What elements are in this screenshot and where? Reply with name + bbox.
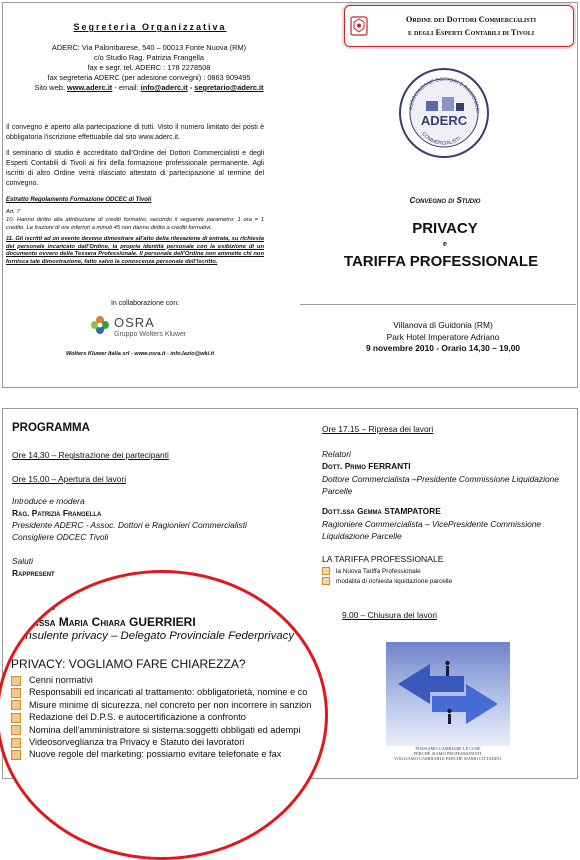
poster-caption-2: PERCHÉ SIAMO PROFESSIONISTI. [413,751,483,756]
relatori-label: Relatori [322,449,351,459]
moderator-role-1: Presidente ADERC - Assoc. Dottori e Ragionieri Commercialisti [12,520,247,530]
address-line-1: ADERC: Via Palombarese, 540 – 00013 Fonte Nuova (RM) [51,43,247,52]
osra-subtitle: Gruppo Wolters Kluwer [114,331,187,338]
info-paragraph-2: Il seminario di studio è accreditato dall'Ordine dei Dottori Commercialisti e degli Esperti Contabili di Tivoli ai fini della formazione professionale permanente. Agli iscritti di altro Ordine verrà rilasciato attestato di partecipazione al termine del convegno. [6,150,264,187]
list-item: Misure minime di sicurezza, nel concreto per non incorrere in sanzion [11,699,328,711]
extract-title: Estratto Regolamento Formazione ODCEC di Tivoli [6,197,152,203]
email-link-segretario[interactable]: segretario@aderc.it [194,83,264,92]
list-item: la Nuova Tariffa Professionale [322,567,452,577]
bullet-square-icon [11,738,21,748]
event-date-time: 9 novembre 2010 - Orario 14,30 – 19,00 [365,343,521,353]
programma-slot-closing: 9.00 – Chiusura dei lavori [342,610,437,620]
segreteria-address [4,43,294,93]
article-10: 10. Hanno diritto alla attribuzione di crediti formativi, secondo il seguente parametro: 1 ora = 1 credito. Le frazioni di ore inferiori a minuti 45 non danno diritto a crediti formativi. [6,217,264,231]
programma-slot-resume: Ore 17.15 – Ripresa dei lavori [322,424,434,434]
order-title-line-2: e degli Esperti Contabili di Tivoli [407,28,535,37]
moderator-name: Rag. Patrizia Frangella [12,508,102,518]
programma-saluti: Saluti [12,556,33,566]
address-line-3: fax e segr. tel. ADERC : 178 2278508 [87,63,211,72]
bullet-square-icon [11,700,21,710]
aderc-seal-logo [398,67,490,159]
bullet-square-icon [11,713,21,723]
speaker-2-role: Ragioniere Commercialista – VicePresidente Commissione Liquidazione Parcelle [322,519,542,541]
bullet-square-icon [11,750,21,760]
wolters-kluwer-line: Wolters Kluwer Italia srl - www.osra.it - info.lazio@wki.it [65,351,215,357]
programma-intro: Introduce e modera [12,496,85,506]
email-separator: - [189,83,193,92]
zoom-relatore: Relatore [11,599,57,613]
order-header-box [344,5,574,47]
osra-name: OSRA [114,315,155,330]
speaker-1-name: Dott. Primo FERRANTI [322,461,411,471]
list-item: Nomina dell'amministratore si sistema:soggetti obbligati ed adempi [11,724,328,736]
svg-text:ADERC: ADERC [420,113,468,128]
tariffa-list [322,567,452,587]
bullet-square-icon [11,725,21,735]
svg-text:COMMERCIALISTI: COMMERCIALISTI [420,131,462,147]
programma-rappresentante: Rappresent [12,568,55,578]
bullet-square-icon [11,688,21,698]
convegno-label: Convegno di Studio [409,196,481,205]
poster-illustration [386,642,510,761]
arrows-figures-icon [386,642,510,746]
venue-block [318,320,568,355]
list-item: Nuove regole del marketing: possiamo evitare telefonate e fax [11,748,328,760]
bullet-square-icon [322,577,330,585]
contacts-line [4,83,294,93]
poster-caption-1: POSSIAMO CAMBIARE LE COSE [415,746,481,751]
speaker-1-role: Dottore Commercialista –Presidente Commissione Liquidazione Parcelle [322,474,559,496]
programma-slot-registration: Ore 14,30 – Registrazione dei partecipanti [12,450,169,460]
article-11: 11. Gli iscritti ad un evento devono dimostrare all'atto della rilevazione di entrata, su richiesta del personale incaricato dall'Ordine, la propria identità personale con la esibizione di un documento ovvero della Tessera Professionale. Il personale dell'Ordine non ammette chi non fornisca tale dimostrazione, fatto salvo la conoscenza personale dell'iscritto. [6,236,264,265]
order-title-line-1: Ordine dei Dottori Commercialisti [405,15,537,24]
event-title-and: e [443,241,447,248]
site-link[interactable]: www.aderc.it [66,83,113,92]
segreteria-heading: Segreteria Organizzativa [73,22,227,32]
title-divider [300,304,576,305]
moderator-role-2: Consigliere ODCEC Tivoli [12,532,109,542]
speaker-2-name: Dott.ssa Gemma STAMPATORE [322,506,441,516]
event-title-tariffa: TARIFFA PROFESSIONALE [343,253,539,270]
programma-slot-opening: Ore 15,00 – Apertura dei lavori [12,474,127,484]
site-label: Sito web: [34,83,65,92]
address-line-4: fax segreteria ADERC (per adesione convegni) : 0863 909495 [47,73,251,82]
bullet-square-icon [322,567,330,575]
zoom-magnifier [0,570,328,860]
list-item: Redazione del D.P.S. e autocertificazione a confronto [11,711,328,723]
bullet-square-icon [11,676,21,686]
venue-hotel: Park Hotel Imperatore Adriano [386,331,500,342]
programma-heading: PROGRAMMA [12,422,90,434]
zoom-topic-list [11,674,328,761]
email-label: - email: [114,83,139,92]
osra-logo [90,315,210,345]
svg-text:ASSOCIAZIONE DOTTORI E RAGIONI: ASSOCIAZIONE DOTTORI E RAGIONIERI [408,76,481,113]
list-item: Videosorveglianza tra Privacy e Statuto dei lavoratori [11,736,328,748]
zoom-speaker-name: Dott.ssa Maria Chiara GUERRIERI [11,615,196,629]
event-title-privacy: PRIVACY [412,220,478,237]
collaboration-label: In collaborazione con: [110,300,180,307]
zoom-section-heading: PRIVACY: VOGLIAMO FARE CHIAREZZA? [11,657,246,671]
order-emblem-icon [350,16,368,36]
address-line-2: c/o Studio Rag. Patrizia Frangella [93,53,205,62]
email-link-info[interactable]: info@aderc.it [140,83,188,92]
tariffa-heading: LA TARIFFA PROFESSIONALE [322,554,444,564]
list-item: Responsabili ed incaricati al trattamento: obbligatorietà, nomine e co [11,686,328,698]
info-paragraph-1: Il convegno è aperto alla partecipazione di tutti. Visto il numero limitato dei posti è obbligatoria l'iscrizione effettuabile dal sito www.aderc.it. [6,124,264,141]
venue-city: Villanova di Guidonia (RM) [393,320,493,330]
article-label: Art. 7 [6,209,20,215]
osra-flower-icon [90,315,110,335]
aderc-seal-icon [398,67,490,159]
poster-caption-3: VOGLIAMO CAMBIARLE PERCHÉ SIAMO CITTADINI. [393,756,503,761]
list-item: modalità di richiesta liquidazione parcelle [322,577,452,587]
zoom-speaker-role: Consulente privacy – Delegato Provinciale Federprivacy [11,630,295,642]
list-item: Cenni normativi [11,674,328,686]
